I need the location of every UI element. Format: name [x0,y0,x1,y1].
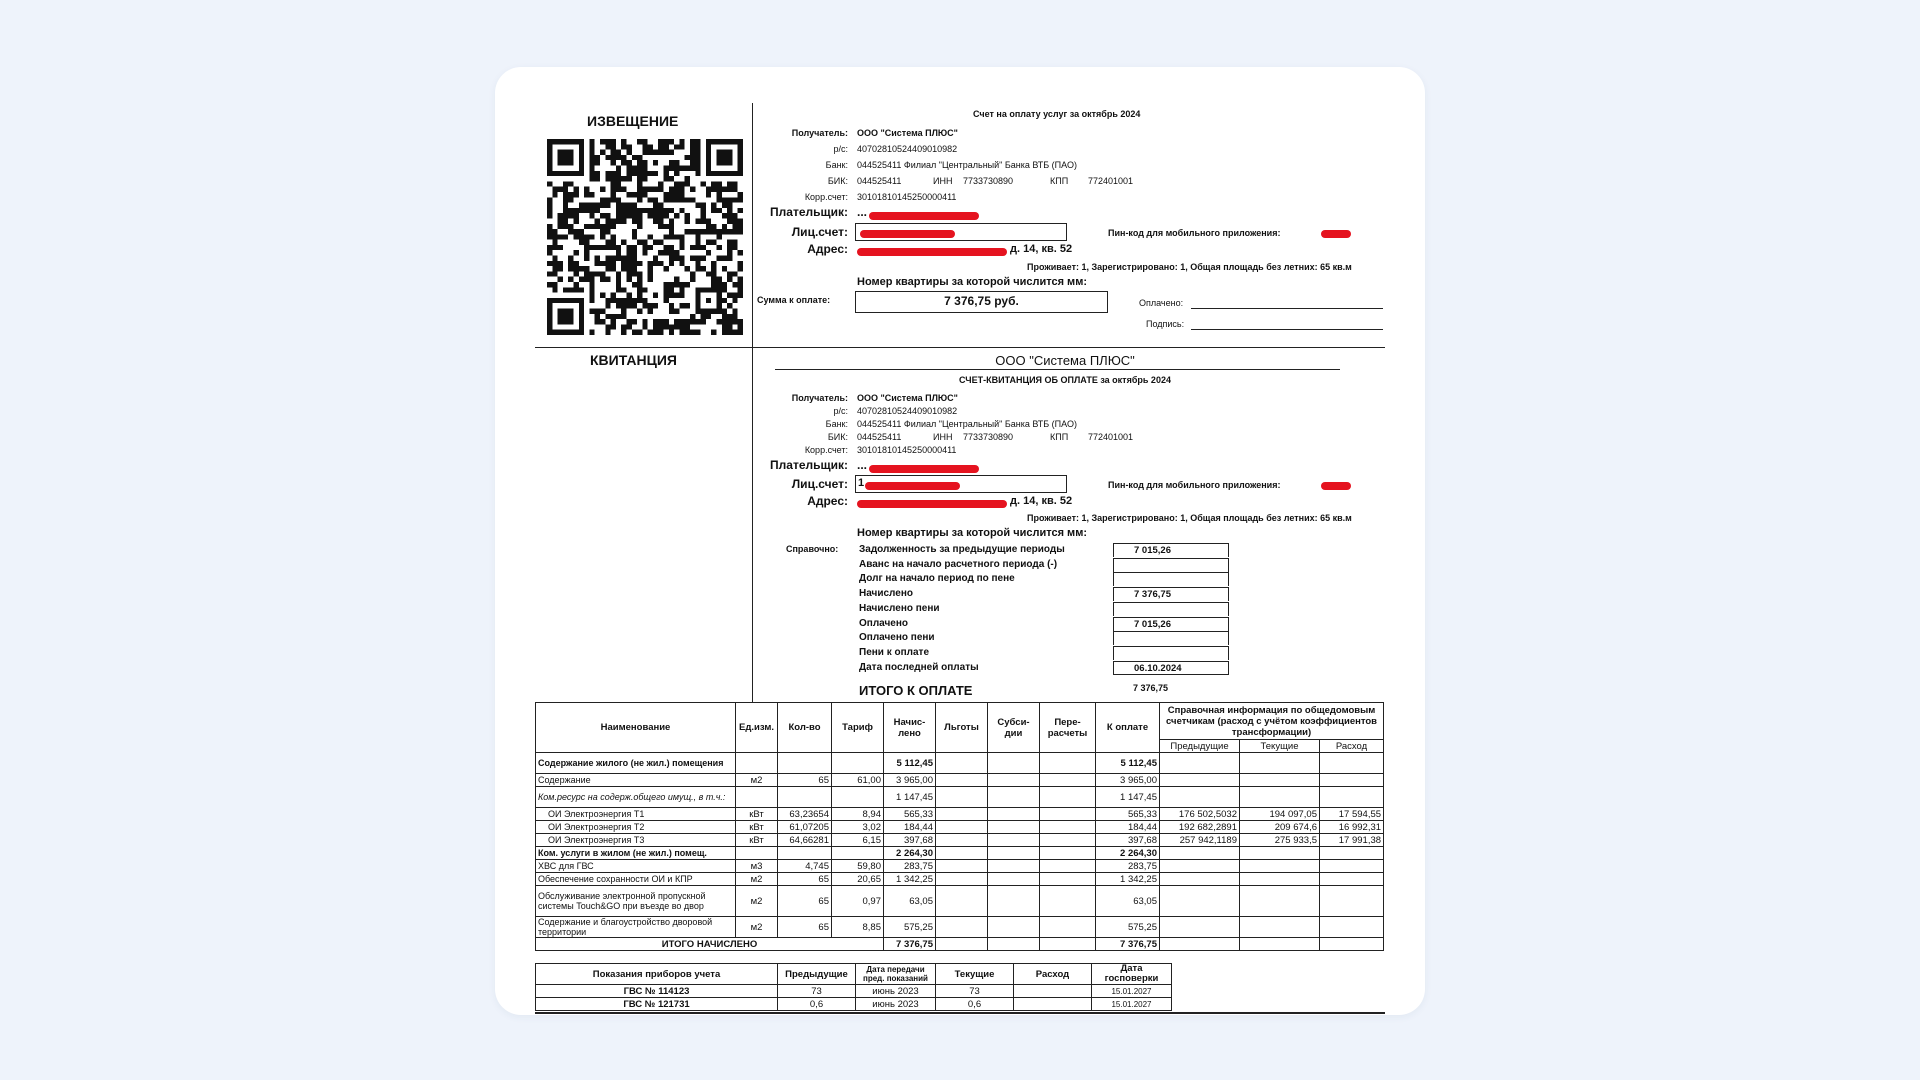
receipt-bik-value: 044525411 [857,432,902,442]
charges-total-empty [1240,938,1320,951]
charges-cell-unit: кВт [736,834,778,847]
receipt-pin-redaction [1321,482,1351,490]
reference-row-value: 7 015,26 [1113,617,1229,631]
bank-label: Банк: [825,160,848,170]
charges-row [536,917,1384,938]
meters-name-header: Показания приборов учета [536,964,778,985]
charges-cell-cur [1240,774,1320,787]
pin-label: Пин-код для мобильного приложения: [1108,228,1281,238]
charges-cell-qty [778,847,832,860]
reference-row [859,587,1259,602]
charges-cell-prev [1160,787,1240,808]
receipt-total-label: ИТОГО К ОПЛАТЕ [859,683,973,698]
charges-cell-cur [1240,753,1320,774]
charges-cell-recalc [1040,886,1096,917]
charges-cell-usage: 17 594,55 [1320,808,1384,821]
meter-cell-verify: 15.01.2027 [1092,998,1172,1011]
charges-cell-cur [1240,860,1320,873]
charges-table [535,702,1384,951]
charges-cell-qty: 4,745 [778,860,832,873]
charges-cell-usage [1320,774,1384,787]
meter-prev-header: Предыдущие [1160,740,1240,753]
charges-cell-cur [1240,847,1320,860]
meter-cell-name: ГВС № 121731 [536,998,778,1011]
charges-cell-benefit [936,847,988,860]
meter-cell-usage [1014,985,1092,998]
charges-cell-charged: 1 147,45 [884,787,936,808]
reference-row [859,631,1259,646]
charges-total-empty [988,938,1040,951]
charges-cell-recalc [1040,834,1096,847]
charges-cell-subsidy [988,787,1040,808]
charges-cell-pay: 63,05 [1096,886,1160,917]
notice-heading: ИЗВЕЩЕНИЕ [587,113,679,129]
receipt-company: ООО "Система ПЛЮС" [995,353,1135,368]
receipt-company-underline [775,369,1340,370]
document-card [495,67,1425,1015]
charges-cell-unit [736,753,778,774]
meter-cell-verify: 15.01.2027 [1092,985,1172,998]
charges-cell-benefit [936,834,988,847]
charges-cell-name: Обеспечение сохранности ОИ и КПР [536,873,736,886]
receipt-personal-account-visible: 1 [858,477,865,489]
kpp-label: КПП [1050,176,1069,186]
receipt-heading: КВИТАНЦИЯ [590,352,677,368]
charges-cell-qty: 65 [778,873,832,886]
reference-row-value: 7 376,75 [1113,587,1229,601]
charges-row [536,808,1384,821]
meter-cell-date: июнь 2023 [856,985,936,998]
charges-cell-cur [1240,917,1320,938]
residents-info: Проживает: 1, Зарегистрировано: 1, Общая площадь без летних: 65 кв.м [1027,262,1352,272]
charges-cell-prev: 192 682,2891 [1160,821,1240,834]
charges-row [536,821,1384,834]
charges-cell-tariff: 59,80 [832,860,884,873]
charges-cell-unit: м2 [736,917,778,938]
charges-cell-prev [1160,886,1240,917]
meter-row [536,985,1172,998]
reference-row-label: Начислено пени [859,602,940,614]
charges-cell-recalc [1040,787,1096,808]
col-charged-header: Начис-лено [884,703,936,753]
charges-cell-pay: 397,68 [1096,834,1160,847]
receipt-flat-number-label: Номер квартиры за которой числится мм: [857,527,1087,539]
charges-cell-charged: 397,68 [884,834,936,847]
charges-cell-usage: 16 992,31 [1320,821,1384,834]
charges-total-row [536,938,1384,951]
reference-row-label: Дата последней оплаты [859,661,979,673]
reference-row-label: Долг на начало период по пене [859,573,1015,585]
receipt-pin-label: Пин-код для мобильного приложения: [1108,480,1281,490]
charges-row [536,847,1384,860]
charges-cell-usage [1320,847,1384,860]
charges-cell-subsidy [988,886,1040,917]
paid-label: Оплачено: [1139,298,1184,308]
payer-label: Плательщик: [770,205,848,219]
reference-row-value [1113,558,1229,572]
flat-number-label: Номер квартиры за которой числится мм: [857,276,1087,288]
inn-label: ИНН [933,176,953,186]
charges-cell-charged: 1 342,25 [884,873,936,886]
charges-cell-prev [1160,753,1240,774]
charges-cell-subsidy [988,821,1040,834]
charges-cell-tariff: 6,15 [832,834,884,847]
corr-value: 30101810145250000411 [857,192,957,202]
charges-cell-recalc [1040,917,1096,938]
receipt-recipient-label: Получатель: [791,393,848,403]
charges-row [536,834,1384,847]
meter-cell-usage [1014,998,1092,1011]
notice-title: Счет на оплату услуг за октябрь 2024 [973,109,1141,119]
charges-cell-benefit [936,753,988,774]
charges-cell-tariff: 3,02 [832,821,884,834]
charges-cell-usage: 17 991,38 [1320,834,1384,847]
charges-cell-tariff [832,847,884,860]
charges-cell-recalc [1040,847,1096,860]
reference-row-label: Задолженность за предыдущие периоды [859,544,1065,555]
charges-cell-name: Содержание [536,774,736,787]
signature-line [1191,329,1383,330]
charges-cell-usage [1320,860,1384,873]
bik-label: БИК: [827,176,848,186]
col-pay-header: К оплате [1096,703,1160,753]
charges-cell-pay: 3 965,00 [1096,774,1160,787]
corr-label: Корр.счет: [804,192,848,202]
receipt-inn-value: 7733730890 [963,432,1014,442]
reference-row-label: Оплачено пени [859,632,935,644]
charges-cell-benefit [936,860,988,873]
receipt-payer-label: Плательщик: [770,458,848,472]
bik-value: 044525411 [857,176,902,186]
receipt-payer-redaction [869,465,979,473]
charges-cell-benefit [936,873,988,886]
kpp-value: 772401001 [1088,176,1134,186]
charges-cell-name: Содержание жилого (не жил.) помещения [536,753,736,774]
charges-cell-prev [1160,847,1240,860]
recipient-label: Получатель: [791,128,848,138]
charges-cell-charged: 5 112,45 [884,753,936,774]
personal-account-label: Лиц.счет: [791,225,848,239]
reference-row-value: 7 015,26 [1113,543,1229,557]
meters-usage-header: Расход [1014,964,1092,985]
charges-cell-recalc [1040,860,1096,873]
charges-cell-pay: 575,25 [1096,917,1160,938]
charges-cell-cur [1240,886,1320,917]
charges-total-empty [936,938,988,951]
amount-label: Сумма к оплате: [757,295,831,305]
meter-row [536,998,1172,1011]
receipt-address-label: Адрес: [807,494,848,508]
charges-cell-usage [1320,753,1384,774]
charges-cell-charged: 2 264,30 [884,847,936,860]
col-benefit-header: Льготы [936,703,988,753]
meter-cur-header: Текущие [1240,740,1320,753]
charges-cell-unit: м2 [736,873,778,886]
charges-row [536,860,1384,873]
payer-prefix: ... [857,205,868,219]
charges-cell-subsidy [988,873,1040,886]
charges-row [536,774,1384,787]
charges-cell-pay: 184,44 [1096,821,1160,834]
charges-cell-name: ХВС для ГВС [536,860,736,873]
charges-cell-tariff: 61,00 [832,774,884,787]
reference-row-value: 06.10.2024 [1113,661,1229,675]
charges-cell-recalc [1040,821,1096,834]
meter-cell-name: ГВС № 114123 [536,985,778,998]
charges-cell-name: ОИ Электроэнергия Т3 [536,834,736,847]
address-label: Адрес: [807,242,848,256]
payer-redaction [869,212,979,220]
charges-cell-name: Содержание и благоустройство дворовой территории [536,917,736,938]
reference-row [859,617,1259,632]
charges-cell-name: ОИ Электроэнергия Т2 [536,821,736,834]
charges-cell-recalc [1040,774,1096,787]
col-subsidy-header: Субси-дии [988,703,1040,753]
charges-cell-usage [1320,886,1384,917]
charges-cell-pay: 1 342,25 [1096,873,1160,886]
notice-divider [752,103,753,703]
reference-row-value [1113,602,1229,616]
reference-row [859,661,1259,676]
charges-cell-subsidy [988,917,1040,938]
charges-cell-cur: 194 097,05 [1240,808,1320,821]
charges-cell-qty: 64,66281 [778,834,832,847]
charges-cell-tariff [832,787,884,808]
inn-value: 7733730890 [963,176,1014,186]
charges-cell-qty: 65 [778,774,832,787]
charges-total-charged: 7 376,75 [884,938,936,951]
charges-cell-unit [736,847,778,860]
receipt-inn-label: ИНН [933,432,953,442]
receipt-address-suffix: д. 14, кв. 52 [1010,495,1073,507]
meter-cell-cur: 0,6 [936,998,1014,1011]
meter-readings-table [535,963,1172,1011]
charges-cell-recalc [1040,753,1096,774]
charges-cell-qty [778,753,832,774]
charges-cell-recalc [1040,873,1096,886]
meters-prev-header: Предыдущие [778,964,856,985]
receipt-account-value: 40702810524409010982 [857,406,958,416]
charges-row [536,787,1384,808]
charges-cell-cur: 209 674,6 [1240,821,1320,834]
charges-cell-prev [1160,774,1240,787]
reference-row-value [1113,572,1229,586]
utility-bill [535,103,1385,1010]
reference-row-label: Аванс на начало расчетного периода (-) [859,558,1058,570]
charges-row [536,886,1384,917]
reference-row [859,646,1259,661]
account-value: 40702810524409010982 [857,144,958,154]
receipt-corr-value: 30101810145250000411 [857,445,957,455]
charges-cell-prev: 257 942,1189 [1160,834,1240,847]
charges-cell-charged: 3 965,00 [884,774,936,787]
reference-row-label: Оплачено [859,617,908,629]
reference-row [859,543,1259,558]
meter-cell-cur: 73 [936,985,1014,998]
charges-total-label: ИТОГО НАЧИСЛЕНО [536,938,884,951]
charges-cell-usage [1320,917,1384,938]
charges-cell-tariff [832,753,884,774]
charges-cell-cur: 275 933,5 [1240,834,1320,847]
charges-cell-usage [1320,787,1384,808]
address-suffix: д. 14, кв. 52 [1010,243,1073,255]
reference-row-label: Пени к оплате [859,646,930,658]
receipt-bank-label: Банк: [825,419,848,429]
charges-cell-charged: 565,33 [884,808,936,821]
receipt-kpp-label: КПП [1050,432,1069,442]
signature-label: Подпись: [1146,319,1185,329]
col-recalc-header: Пере-расчеты [1040,703,1096,753]
receipt-residents-info: Проживает: 1, Зарегистрировано: 1, Общая площадь без летних: 65 кв.м [1027,513,1352,523]
receipt-personal-account-redaction [865,482,960,490]
charges-cell-pay: 1 147,45 [1096,787,1160,808]
charges-cell-subsidy [988,847,1040,860]
bank-value: 044525411 Филиал "Центральный" Банка ВТБ (ПАО) [857,160,1077,170]
receipt-corr-label: Корр.счет: [804,445,848,455]
charges-total-empty [1320,938,1384,951]
charges-cell-recalc [1040,808,1096,821]
receipt-address-redaction [857,500,1007,508]
meters-cur-header: Текущие [936,964,1014,985]
receipt-title: СЧЕТ-КВИТАНЦИЯ ОБ ОПЛАТЕ за октябрь 2024 [959,375,1171,385]
charges-cell-pay: 5 112,45 [1096,753,1160,774]
charges-cell-tariff: 20,65 [832,873,884,886]
charges-cell-subsidy [988,808,1040,821]
amount-box: 7 376,75 руб. [855,291,1108,313]
charges-cell-qty: 63,23654 [778,808,832,821]
charges-cell-charged: 63,05 [884,886,936,917]
charges-cell-benefit [936,808,988,821]
account-label: р/с: [833,144,848,154]
meter-cell-prev: 73 [778,985,856,998]
charges-cell-name: ОИ Электроэнергия Т1 [536,808,736,821]
receipt-bank-value: 044525411 Филиал "Центральный" Банка ВТБ (ПАО) [857,419,1077,429]
receipt-personal-account-label: Лиц.счет: [791,477,848,491]
charges-cell-unit [736,787,778,808]
charges-cell-subsidy [988,774,1040,787]
charges-cell-pay: 565,33 [1096,808,1160,821]
charges-cell-benefit [936,774,988,787]
charges-cell-benefit [936,917,988,938]
charges-cell-subsidy [988,834,1040,847]
charges-cell-charged: 283,75 [884,860,936,873]
recipient-value: ООО "Система ПЛЮС" [857,128,958,138]
meters-verify-header: Дата госповерки [1092,964,1172,985]
charges-total-empty [1160,938,1240,951]
reference-row-value [1113,646,1229,660]
charges-cell-benefit [936,886,988,917]
notice-receipt-separator [535,347,1385,348]
charges-total-empty [1040,938,1096,951]
charges-cell-charged: 575,25 [884,917,936,938]
charges-cell-name: Ком.ресурс на содерж.общего имущ., в т.ч.: [536,787,736,808]
charges-cell-tariff: 0,97 [832,886,884,917]
charges-cell-cur [1240,873,1320,886]
charges-cell-qty: 65 [778,917,832,938]
charges-cell-unit: м2 [736,774,778,787]
charges-cell-benefit [936,787,988,808]
col-unit-header: Ед.изм. [736,703,778,753]
charges-cell-unit: м2 [736,886,778,917]
charges-cell-subsidy [988,753,1040,774]
charges-cell-benefit [936,821,988,834]
charges-cell-pay: 2 264,30 [1096,847,1160,860]
receipt-bik-label: БИК: [827,432,848,442]
charges-cell-name: Обслуживание электронной пропускной системы Touch&GO при въезде во двор [536,886,736,917]
meter-info-header: Справочная информация по общедомовым счетчикам (расход с учётом коэффициентов трансформации) [1160,703,1384,740]
meters-date-header: Дата передачи пред. показаний [856,964,936,985]
charges-cell-qty: 61,07205 [778,821,832,834]
receipt-recipient-value: ООО "Система ПЛЮС" [857,393,958,403]
charges-cell-tariff: 8,85 [832,917,884,938]
receipt-total-value: 7 376,75 [1133,683,1169,693]
reference-label: Справочно: [786,544,839,554]
meter-cell-prev: 0,6 [778,998,856,1011]
charges-row [536,753,1384,774]
reference-row [859,572,1259,587]
bottom-rule [535,1012,1385,1014]
col-name-header: Наименование [536,703,736,753]
charges-cell-qty [778,787,832,808]
reference-row [859,602,1259,617]
col-tariff-header: Тариф [832,703,884,753]
charges-cell-prev [1160,917,1240,938]
qr-code [547,139,743,335]
charges-cell-name: Ком. услуги в жилом (не жил.) помещ. [536,847,736,860]
charges-cell-cur [1240,787,1320,808]
charges-cell-unit: кВт [736,821,778,834]
reference-row [859,558,1259,573]
address-redaction [857,248,1007,256]
charges-cell-unit: м3 [736,860,778,873]
personal-account-redaction [860,230,955,238]
paid-line [1191,308,1383,309]
charges-total-pay: 7 376,75 [1096,938,1160,951]
charges-cell-prev: 176 502,5032 [1160,808,1240,821]
charges-cell-charged: 184,44 [884,821,936,834]
reference-row-label: Начислено [859,588,913,600]
pin-redaction [1321,230,1351,238]
charges-cell-prev [1160,860,1240,873]
charges-cell-usage [1320,873,1384,886]
receipt-payer-prefix: ... [857,458,868,472]
charges-cell-tariff: 8,94 [832,808,884,821]
reference-row-value [1113,631,1229,645]
charges-cell-unit: кВт [736,808,778,821]
meter-usage-header: Расход [1320,740,1384,753]
col-qty-header: Кол-во [778,703,832,753]
receipt-account-label: р/с: [833,406,848,416]
receipt-kpp-value: 772401001 [1088,432,1134,442]
meter-cell-date: июнь 2023 [856,998,936,1011]
charges-cell-pay: 283,75 [1096,860,1160,873]
charges-cell-subsidy [988,860,1040,873]
charges-row [536,873,1384,886]
charges-cell-qty: 65 [778,886,832,917]
charges-cell-prev [1160,873,1240,886]
